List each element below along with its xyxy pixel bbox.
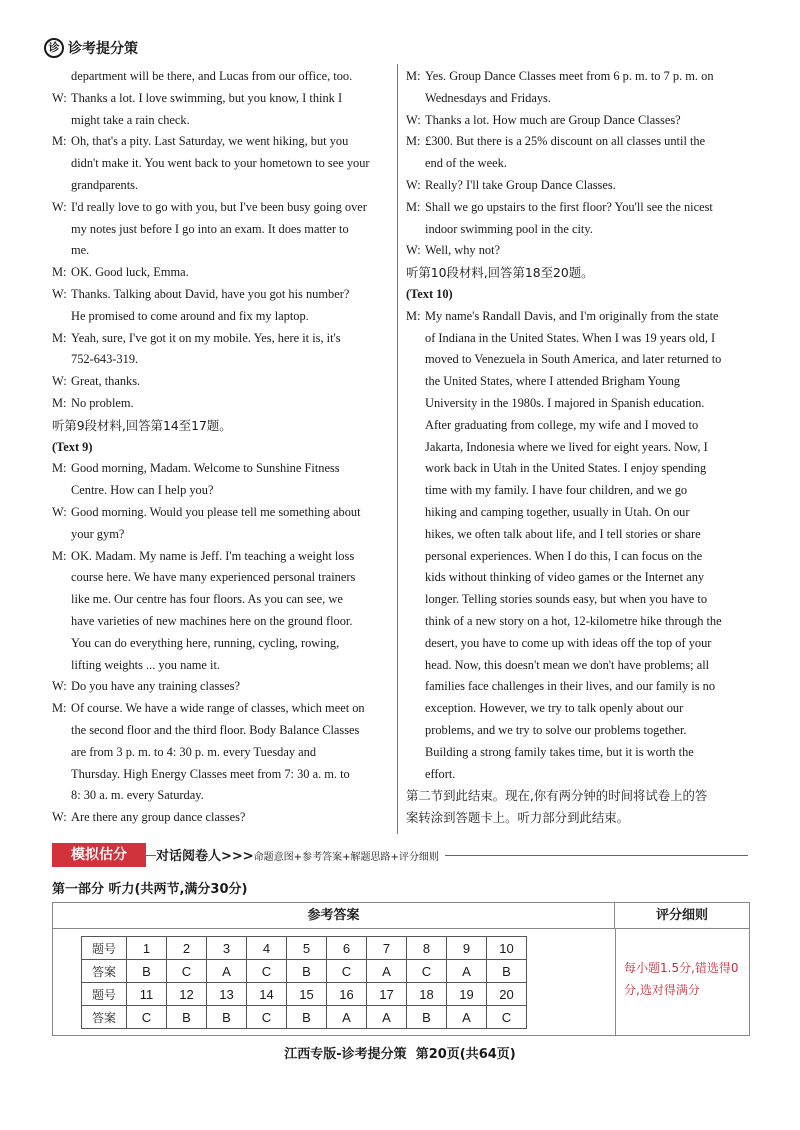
line-text: my notes just before I go into an exam. It does matter to (71, 221, 349, 236)
section-banner (52, 843, 748, 867)
table-cell: C (487, 1006, 527, 1029)
line-text: Of course. We have a wide range of classes, which meet on (71, 701, 365, 716)
table-cell: 3 (207, 937, 247, 960)
row-label: 题号 (82, 937, 127, 960)
line-text: Really? I'll take Group Dance Classes. (425, 177, 616, 192)
line-text: Thanks. Talking about David, have you got his number? (71, 286, 350, 301)
dialogue-line (52, 240, 388, 262)
row-label: 答案 (82, 960, 127, 983)
banner-title-text: 对话阅卷人>>> (156, 849, 254, 864)
dialogue-line (52, 807, 388, 829)
line-text: end of the week. (425, 156, 507, 171)
table-row (82, 960, 527, 983)
table-cell: 12 (167, 983, 207, 1006)
answer-table (81, 936, 527, 1029)
dialogue-line (406, 742, 742, 764)
instruction-line (406, 262, 742, 284)
line-text: Jakarta, Indonesia where we lived for eight years. Now, I (425, 439, 708, 454)
instruction-line (406, 785, 742, 807)
dialogue-line (52, 66, 388, 88)
dialogue-line (406, 328, 742, 350)
table-cell: A (207, 960, 247, 983)
table-cell: 7 (367, 937, 407, 960)
dialogue-line (52, 546, 388, 568)
speaker-label: M: (52, 330, 67, 345)
dialogue-line (406, 546, 742, 568)
line-text: (Text 10) (406, 286, 453, 301)
speaker-label: W: (406, 112, 421, 127)
line-text: Do you have any training classes? (71, 679, 240, 694)
line-text: After graduating from college, my wife and I moved to (425, 417, 699, 432)
line-text: £300. But there is a 25% discount on all classes until the (425, 134, 706, 149)
speaker-label: W: (406, 177, 421, 192)
table-cell: 8 (407, 937, 447, 960)
dialogue-line (52, 131, 388, 153)
table-cell: A (447, 960, 487, 983)
line-text: have varieties of new machines here on the ground floor. (71, 613, 353, 628)
line-text: Thursday. High Energy Classes meet from 7: 30 a. m. to (71, 766, 350, 781)
dialogue-line (406, 240, 742, 262)
dialogue-line (406, 764, 742, 786)
brand-logo-icon: 诊 (44, 38, 64, 58)
speaker-label: M: (406, 199, 421, 214)
speaker-label: W: (52, 199, 67, 214)
line-text: You can do everything here, running, cycling, rowing, (71, 635, 340, 650)
column-divider (397, 64, 398, 834)
dialogue-line (52, 110, 388, 132)
speaker-label: W: (52, 374, 67, 389)
line-text: He promised to come around and fix my laptop. (71, 308, 309, 323)
speaker-label: W: (52, 90, 67, 105)
dialogue-line (406, 567, 742, 589)
table-cell: 19 (447, 983, 487, 1006)
speaker-label: W: (52, 286, 67, 301)
line-text: longer. Telling stories sounds easy, but when you have to (425, 592, 708, 607)
instruction-line (406, 807, 742, 829)
dialogue-line (406, 480, 742, 502)
dialogue-line (52, 262, 388, 284)
left-column (52, 66, 388, 829)
footer-edition: 江西专版-诊考提分策 (284, 1047, 407, 1062)
dialogue-line (52, 458, 388, 480)
dialogue-line (406, 66, 742, 88)
speaker-label: M: (52, 548, 67, 563)
line-text: Are there any group dance classes? (71, 810, 246, 825)
answer-header: 参考答案 (53, 903, 615, 929)
line-text: Yeah, sure, I've got it on my mobile. Yes, here it is, it's (71, 330, 341, 345)
table-cell: 2 (167, 937, 207, 960)
dialogue-line (52, 567, 388, 589)
line-text: might take a rain check. (71, 112, 190, 127)
part-title: 第一部分 听力(共两节,满分30分) (52, 882, 248, 897)
dialogue-line (406, 698, 742, 720)
dialogue-line (52, 785, 388, 807)
table-cell: 17 (367, 983, 407, 1006)
line-text: kids without thinking of video games or the Internet any (425, 570, 705, 585)
dialogue-line (52, 655, 388, 677)
line-text: (Text 9) (52, 439, 93, 454)
table-row (82, 983, 527, 1006)
line-text: head. Now, this doesn't mean we don't have problems; all (425, 657, 710, 672)
speaker-label: M: (52, 701, 67, 716)
line-text: 第二节到此结束。现在,你有两分钟的时间将试卷上的答 (406, 788, 708, 804)
line-text: OK. Madam. My name is Jeff. I'm teaching a weight loss (71, 548, 355, 563)
line-text: Centre. How can I help you? (71, 483, 214, 498)
line-text: 案转涂到答题卡上。听力部分到此结束。 (406, 810, 630, 826)
line-text: time with my family. I have four children, and we go (425, 483, 688, 498)
line-text: course here. We have many experienced personal trainers (71, 570, 356, 585)
row-label: 题号 (82, 983, 127, 1006)
line-text: Great, thanks. (71, 374, 141, 389)
brand-name: 诊考提分策 (68, 41, 138, 57)
dialogue-line (52, 611, 388, 633)
table-cell: 10 (487, 937, 527, 960)
line-text: OK. Good luck, Emma. (71, 265, 189, 280)
line-text: your gym? (71, 526, 125, 541)
dialogue-line (406, 415, 742, 437)
dialogue-line (52, 676, 388, 698)
dialogue-line (406, 153, 742, 175)
right-column (406, 66, 742, 829)
dialogue-line (406, 349, 742, 371)
table-cell: B (127, 960, 167, 983)
banner-tag: 模拟估分 (52, 843, 146, 867)
dialogue-line (406, 88, 742, 110)
table-cell: A (447, 1006, 487, 1029)
dialogue-line (52, 524, 388, 546)
line-text: indoor swimming pool in the city. (425, 221, 593, 236)
speaker-label: M: (52, 461, 67, 476)
table-cell: 14 (247, 983, 287, 1006)
line-text: Good morning, Madam. Welcome to Sunshine Fitness (71, 461, 340, 476)
table-cell: C (127, 1006, 167, 1029)
line-text: problems, and we try to solve our problems together. (425, 722, 687, 737)
page-header (44, 36, 138, 60)
dialogue-line (52, 306, 388, 328)
table-cell: C (327, 960, 367, 983)
answer-box (52, 902, 750, 1036)
dialogue-line (406, 393, 742, 415)
dialogue-line (406, 371, 742, 393)
text-label (52, 437, 388, 459)
line-text: Thanks a lot. I love swimming, but you know, I think I (71, 90, 343, 105)
line-text: moved to Venezuela in South America, and later returned to (425, 352, 722, 367)
table-cell: 15 (287, 983, 327, 1006)
line-text: Wednesdays and Fridays. (425, 90, 551, 105)
dialogue-line (406, 720, 742, 742)
dialogue-line (406, 633, 742, 655)
dialogue-line (52, 633, 388, 655)
line-text: Good morning. Would you please tell me something about (71, 504, 361, 519)
table-cell: C (247, 1006, 287, 1029)
line-text: I'd really love to go with you, but I've been busy going over (71, 199, 367, 214)
speaker-label: M: (406, 308, 421, 323)
line-text: the second floor and the third floor. Body Balance Classes (71, 722, 360, 737)
table-cell: 20 (487, 983, 527, 1006)
speaker-label: W: (52, 679, 67, 694)
line-text: Building a strong family takes time, but it is worth the (425, 744, 694, 759)
dialogue-line (52, 742, 388, 764)
line-text: Well, why not? (425, 243, 501, 258)
line-text: of Indiana in the United States. When I was 19 years old, I (425, 330, 716, 345)
table-cell: B (287, 960, 327, 983)
line-text: 752-643-319. (71, 352, 139, 367)
table-cell: 13 (207, 983, 247, 1006)
line-text: Thanks a lot. How much are Group Dance Classes? (425, 112, 681, 127)
dialogue-line (406, 175, 742, 197)
banner-title (156, 845, 445, 864)
text-label (406, 284, 742, 306)
speaker-label: W: (52, 504, 67, 519)
dialogue-line (406, 110, 742, 132)
footer-page: 第20页(共64页) (415, 1047, 516, 1062)
score-header: 评分细则 (615, 903, 749, 929)
table-cell: C (247, 960, 287, 983)
line-text: are from 3 p. m. to 4: 30 p. m. every Tuesday and (71, 744, 317, 759)
dialogue-line (52, 284, 388, 306)
table-cell: B (407, 1006, 447, 1029)
dialogue-line (52, 393, 388, 415)
line-text: think of a new story on a hot, 12-kilometre hike through the (425, 613, 722, 628)
line-text: the United States, where I attended Brigham Young (425, 374, 680, 389)
speaker-label: M: (406, 69, 421, 83)
speaker-label: M: (52, 134, 67, 149)
dialogue-line (406, 502, 742, 524)
dialogue-line (52, 88, 388, 110)
dialogue-line (406, 589, 742, 611)
dialogue-line (406, 197, 742, 219)
line-text: Shall we go upstairs to the first floor? You'll see the nicest (425, 199, 713, 214)
table-row (82, 937, 527, 960)
table-cell: 6 (327, 937, 367, 960)
table-cell: A (327, 1006, 367, 1029)
line-text: hikes, we often talk about life, and I tell stories or share (425, 526, 701, 541)
dialogue-line (52, 197, 388, 219)
banner-subtitle: 命题意图+参考答案+解题思路+评分细则 (253, 852, 439, 863)
table-cell: C (167, 960, 207, 983)
line-text: 8: 30 a. m. every Saturday. (71, 788, 204, 803)
dialogue-line (406, 611, 742, 633)
dialogue-line (52, 219, 388, 241)
table-cell: A (367, 1006, 407, 1029)
dialogue-line (406, 131, 742, 153)
dialogue-line (52, 589, 388, 611)
instruction-line (52, 415, 388, 437)
dialogue-line (52, 764, 388, 786)
line-text: work back in Utah in the United States. I enjoy spending (425, 461, 707, 476)
line-text: desert, you have to come up with ideas off the top of your (425, 635, 712, 650)
table-cell: 5 (287, 937, 327, 960)
dialogue-line (52, 502, 388, 524)
line-text: effort. (425, 766, 456, 781)
row-label: 答案 (82, 1006, 127, 1029)
dialogue-line (406, 306, 742, 328)
dialogue-line (52, 480, 388, 502)
dialogue-line (406, 458, 742, 480)
line-text: personal experiences. When I do this, I can focus on the (425, 548, 703, 563)
table-cell: B (287, 1006, 327, 1029)
table-cell: 4 (247, 937, 287, 960)
table-cell: 11 (127, 983, 167, 1006)
line-text: No problem. (71, 395, 134, 410)
dialogue-line (406, 437, 742, 459)
dialogue-line (52, 698, 388, 720)
table-cell: 1 (127, 937, 167, 960)
speaker-label: M: (52, 265, 67, 280)
line-text: like me. Our centre has four floors. As you can see, we (71, 592, 343, 607)
line-text: hiking and camping together, usually in Utah. On our (425, 504, 690, 519)
table-cell: C (407, 960, 447, 983)
dialogue-line (52, 720, 388, 742)
line-text: me. (71, 243, 90, 258)
speaker-label: M: (52, 395, 67, 410)
line-text: Oh, that's a pity. Last Saturday, we went hiking, but you (71, 134, 349, 149)
speaker-label: W: (52, 810, 67, 825)
table-cell: B (487, 960, 527, 983)
dialogue-line (52, 349, 388, 371)
speaker-label: W: (406, 243, 421, 258)
line-text: My name's Randall Davis, and I'm originally from the state (425, 308, 719, 323)
dialogue-line (406, 655, 742, 677)
line-text: 听第9段材料,回答第14至17题。 (52, 417, 232, 433)
dialogue-line (52, 153, 388, 175)
line-text: grandparents. (71, 177, 139, 192)
page-footer (0, 1043, 800, 1062)
dialogue-line (52, 371, 388, 393)
speaker-label: M: (406, 134, 421, 149)
table-cell: A (367, 960, 407, 983)
table-cell: 18 (407, 983, 447, 1006)
dialogue-line (52, 328, 388, 350)
table-cell: B (167, 1006, 207, 1029)
table-cell: 9 (447, 937, 487, 960)
line-text: 听第10段材料,回答第18至20题。 (406, 265, 594, 281)
dialogue-line (406, 676, 742, 698)
dialogue-line (52, 175, 388, 197)
table-cell: B (207, 1006, 247, 1029)
line-text: lifting weights ... you name it. (71, 657, 221, 672)
line-text: didn't make it. You went back to your hometown to see your (71, 156, 370, 171)
line-text: exception. However, we try to talk openly about our (425, 701, 684, 716)
line-text: Yes. Group Dance Classes meet from 6 p. m. to 7 p. m. on (425, 69, 714, 83)
dialogue-line (406, 524, 742, 546)
line-text: University in the 1980s. I majored in Spanish education. (425, 395, 705, 410)
score-note: 每小题1.5分,错选得0分,选对得满分 (615, 929, 749, 1035)
table-cell: 16 (327, 983, 367, 1006)
line-text: families face challenges in their lives, and our family is no (425, 679, 716, 694)
table-row (82, 1006, 527, 1029)
dialogue-line (406, 219, 742, 241)
line-text: department will be there, and Lucas from our office, too. (71, 69, 353, 83)
